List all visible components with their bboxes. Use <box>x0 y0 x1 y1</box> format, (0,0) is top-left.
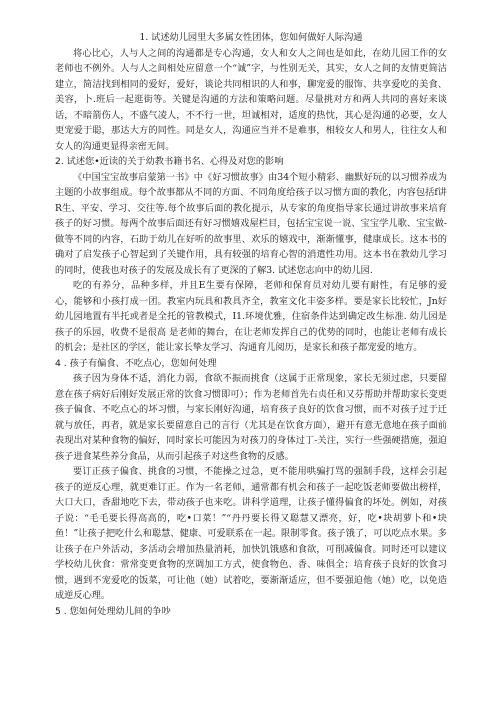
question-4-heading: 4 . 孩子有偏食、不吃点心，您如何处理 <box>55 357 217 369</box>
answer-3-paragraph: 吃的有养分，品种多样，并且E生要有保障，老师和保育员对幼儿要有耐性，有足够的爱心，能够和小孩打成一团。教室内玩具和教具齐全，教室文化丰姿多样。要是家长比较忙，Jn好幼儿园地置有半托或者是全托的管教模式，I1.环境优雅，住宿条件达到确定改生标准. 幼儿园是孩子的乐园，收费不是很高 是老师的舞台，在让老师发挥自己的优势的同时，也能让老师有成长的机会；是社区的学区，能让家长挚友学习、沟通育儿阅历，是家长和孩子都宠爱的地方。 <box>55 280 447 353</box>
answer-4-paragraph-2: 要订正孩子偏食、挑食的习惯，不能操之过急，更不能用哄骗打骂的强制手段，这样会引起孩子的逆反心理，就更难订正。作为一名老师，通常都有机会和孩子一起吃饭老师要做出榜样，大口大口，香甜地吃下去，带动孩子也来吃。讲科学道理，让孩子懂得偏食的坏处。例如，对孩子说：“毛毛要长得高高的，吃•口菜！”“丹丹要长得又聪慧又漂亮，好，吃•块胡萝卜和•块鱼！”让孩子把吃什么和聪慧、健康、可爱联系在一起。限制零食。孩子饿了，可以吃点水果。多让孩子在户外活动，多活动会增加热量消耗，加快饥饿感和食欲，可削减偏食。同时还可以建议学校幼儿伙食：常常变更食物的烹调加工方式，使食物色、香、味俱全；培育孩子良好的饮食习惯，遇到不宠爱吃的饭菜，可让他（她）试着吃，要渐渐适应，但不要强迫他（她）吃，以免造成逆反心理。 <box>55 466 447 601</box>
question-5-heading: 5 . 您如何处理幼儿间的争吵 <box>55 605 171 617</box>
answer-2-paragraph: 《中国宝宝故事启蒙第一书》中《好习惯故事》由34个短小精彩、幽默好玩的以习惯养成为主题的小故事组成。每个故事都从不同的方面、不同角度给孩子以习惯方面的教化，内容包括f讲R生、平安、学习、交往等.每个故事后面的教化提示，从专家的角度指导家长通过讲故事来培育孩子的好习惯。每两个故事后面还有好习惯嬉戏屋栏目，包括宝宝说一说、宝宝学儿歌、宝宝做-做等不同的内容，石助于幼儿在好听的故事里、欢乐的嬉戏中，渐渐懂事，健康成长。这本书的确对了启发孩子心智起到了关键作用，具有较强的培育心智的消遣性功用。这本书在教幼儿学习的同时，使我也对孩子的发展及成长有了更深的了解3. 试述您志向中的幼儿园. <box>55 171 447 276</box>
question-1-heading: 1. 试述幼儿园里大多属女性团体，您如何做好人际沟通 <box>139 32 363 43</box>
question-2-heading: 2. 试述您•近读的关于幼教书籍书名、心得及对您的影响 <box>55 156 284 167</box>
answer-1-paragraph: 将心比心，人与人之间的沟通都是专心沟通，女人和女人之间也是如此，在幼儿园工作的女老师也不例外。人与人之间相处应留意一个“诚”字，与性别无关，其实，女人之间的友情更简洁建立，简洁找到相同的爱好，爱好，谈论共同相识的人和事，聊宠爱的服饰、共享爱吃的美食、美容，卜.班后一起逛街等。关键是沟通的方法和策略问题。尽量挑对方和两人共同的喜好来谈话，不暗箭伤人，不盛气凌人，不不行一世，坦诚相对，适度的热忱，其心是沟通的必要，女人更宠爱于聪，那达大方的同性。同是女人，沟通应当并不是难事，相较女人和男人，往往女人和女人的沟通更显得亲密无间。 <box>55 47 447 152</box>
answer-4-paragraph: 孩子因为身体不适，消化力弱，食欲不振而挑食（这属于正常现象，家长无须过虑，只要留意在孩子病好后刚好发展正常的饮食习惯即可）；作为老师首先右贞任和又芬帮助并帮助家长变更孩子偏食、不吃点心的坏习惯，与家长刚好沟通，培育孩子良好的饮食习惯，而不对孩子过于迁就与放任，再者，就是家长要留意自己的言行（尤其是在饮食方面），避开有意无意地在孩子面前表现出对某种食物的偏好，同时家长可能因为对孩刀的身体过丁-关注，实行一些强硬措施，强迫孩子进食某些养分食品，从而引起孩子对这些食物的反感。 <box>55 373 447 462</box>
document-body <box>55 30 447 619</box>
